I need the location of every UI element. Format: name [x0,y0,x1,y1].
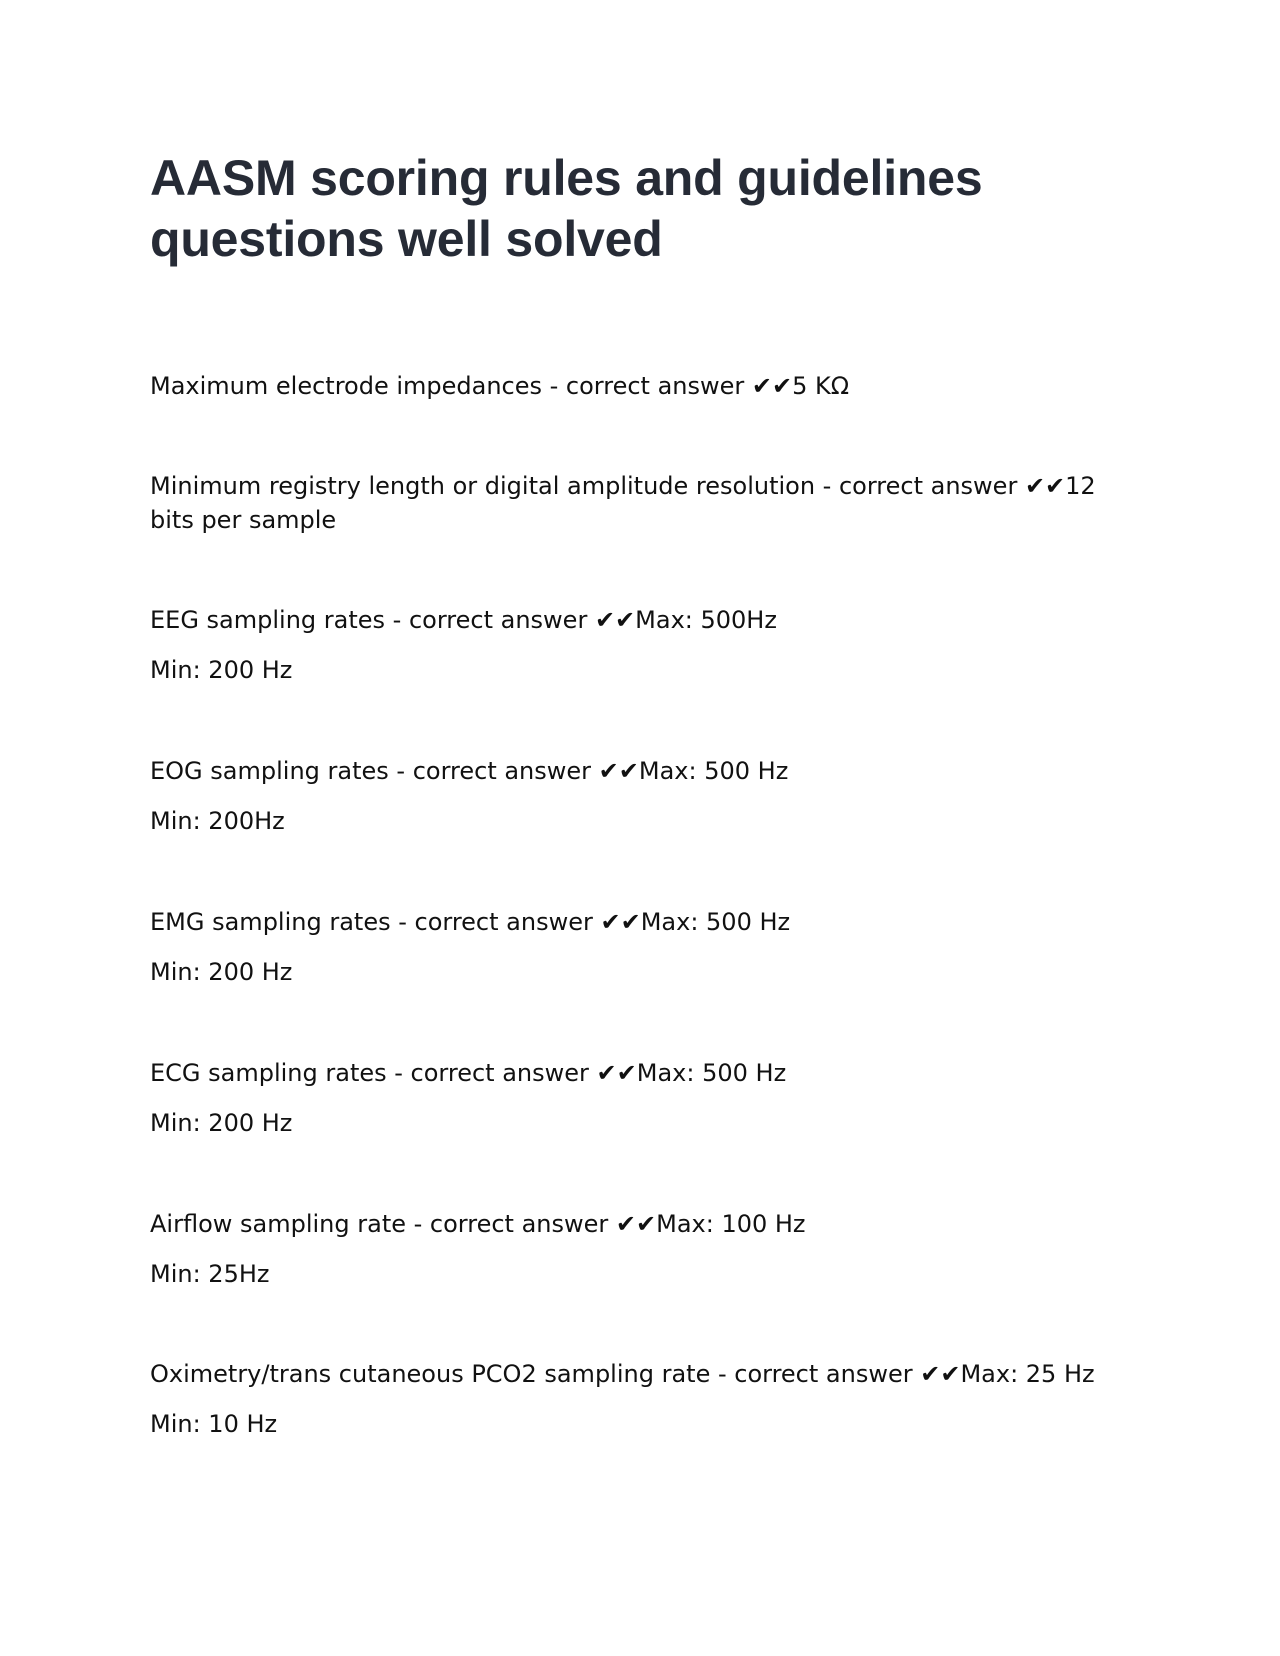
qa-item-text: Oximetry/trans cutaneous PCO2 sampling rate - correct answer ✔✔Max: 25 Hz [150,1360,1095,1388]
qa-item-extra: Min: 200 Hz [150,656,293,684]
qa-item-ecg-sampling [150,1056,1130,1140]
qa-item-extra: Min: 25Hz [150,1260,270,1288]
qa-item-electrode-impedance [150,369,1130,403]
qa-item-amplitude-resolution [150,469,1130,537]
qa-item-eeg-sampling [150,603,1130,687]
qa-item-text: ECG sampling rates - correct answer ✔✔Max: 500 Hz [150,1059,787,1087]
qa-item-extra: Min: 10 Hz [150,1410,278,1438]
qa-item-eog-sampling [150,754,1130,838]
qa-item-oximetry-sampling [150,1357,1130,1441]
qa-item-text: Minimum registry length or digital amplitude resolution - correct answer ✔✔12 bits per sample [150,472,1096,534]
qa-item-airflow-sampling [150,1207,1130,1291]
qa-item-text: Airflow sampling rate - correct answer ✔✔Max: 100 Hz [150,1210,806,1238]
qa-item-text: EMG sampling rates - correct answer ✔✔Max: 500 Hz [150,908,791,936]
qa-item-extra: Min: 200 Hz [150,958,293,986]
document-title: AASM scoring rules and guidelines questions well solved [150,150,983,267]
qa-item-emg-sampling [150,905,1130,989]
qa-item-extra: Min: 200 Hz [150,1109,293,1137]
qa-item-extra: Min: 200Hz [150,807,285,835]
qa-item-text: EOG sampling rates - correct answer ✔✔Max: 500 Hz [150,757,789,785]
qa-item-text: Maximum electrode impedances - correct answer ✔✔5 KΩ [150,372,850,400]
qa-item-text: EEG sampling rates - correct answer ✔✔Max: 500Hz [150,606,777,634]
